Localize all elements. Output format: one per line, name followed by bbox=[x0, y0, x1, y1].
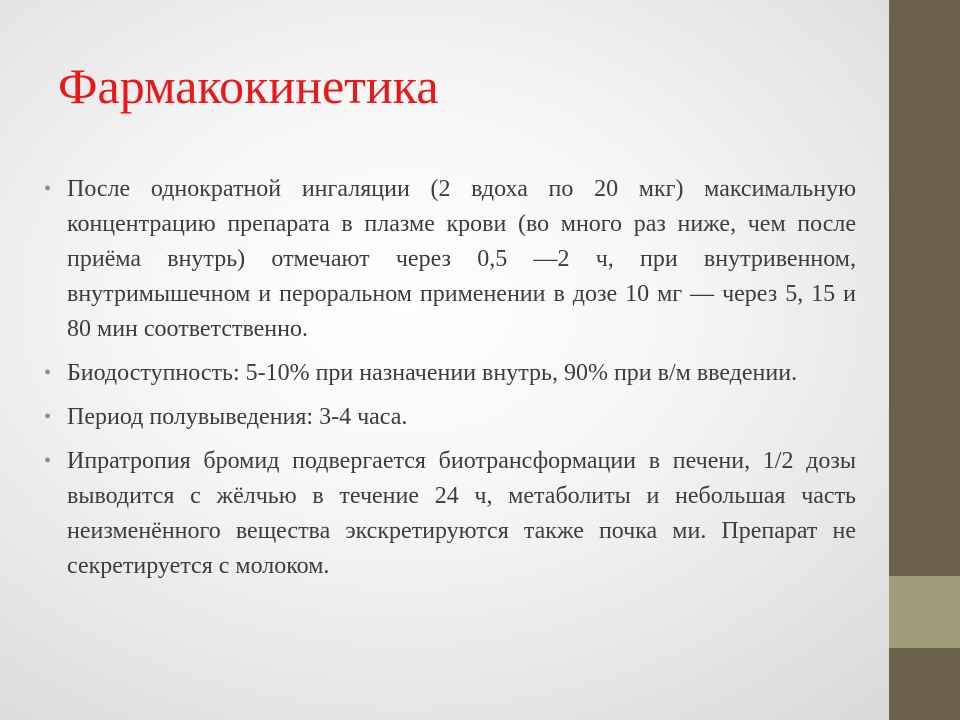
bullet-text: Биодоступность: 5-10% при назначении внутрь, 90% при в/м введении. bbox=[67, 360, 798, 386]
bullet-text: После однократной ингаляции (2 вдоха по 20 мкг) максимальную концентрацию препарата в плазме крови (во много раз ниже, чем после приёма внутрь) отмечают через 0,5 —2 ч, при внутривенном, внутримышечном и пероральном применении в дозе 10 мг — через 5, 15 и 80 мин соответственно. bbox=[67, 176, 856, 342]
bullet-item bbox=[44, 356, 856, 391]
bullet-icon: • bbox=[44, 362, 52, 384]
decorative-side-accent bbox=[889, 576, 960, 648]
slide-title: Фармакокинетика bbox=[58, 58, 439, 114]
bullet-list bbox=[44, 172, 856, 593]
bullet-item bbox=[44, 400, 856, 435]
bullet-item bbox=[44, 172, 856, 347]
bullet-icon: • bbox=[44, 178, 52, 200]
bullet-text: Ипратропия бромид подвергается биотрансформации в печени, 1/2 дозы выводится с жёлчью в течение 24 ч, метаболиты и небольшая часть неизменённого вещества экскретируются также почка ми. Препарат не секретируется с молоком. bbox=[67, 448, 856, 579]
bullet-item bbox=[44, 444, 856, 584]
bullet-text: Период полувыведения: 3-4 часа. bbox=[67, 404, 408, 430]
bullet-icon: • bbox=[44, 450, 52, 472]
bullet-icon: • bbox=[44, 406, 52, 428]
